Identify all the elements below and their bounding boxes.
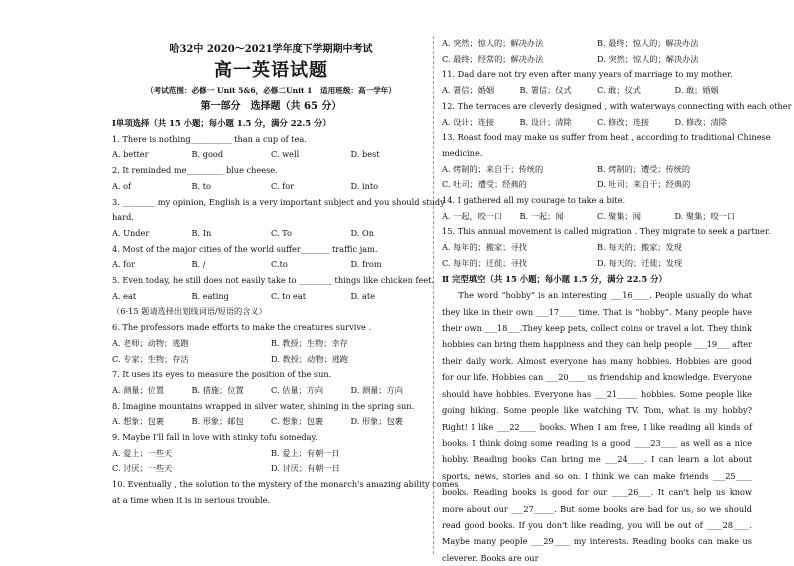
option: D. 形象；包裹 [350, 416, 403, 427]
option: C. well [271, 149, 300, 160]
q15-options-2 [442, 256, 752, 272]
q2-options [112, 179, 430, 195]
option: A. 突然；惊人的；解决办法 [442, 38, 544, 48]
q10-options-2 [442, 52, 752, 68]
option: C. 估量；方向 [271, 384, 324, 395]
q7-options [112, 383, 430, 399]
option: D. 测量；方向 [350, 384, 403, 395]
q8-options [112, 414, 430, 430]
option: C. 想象；包裹 [271, 416, 324, 427]
option: C. To [271, 227, 292, 238]
option: A. 老师；动物；逃跑 [112, 337, 189, 348]
option: B. 设计；清除 [519, 116, 572, 127]
option: D. 吐司；来自于；经典的 [597, 179, 691, 190]
option: A. 一起，咬一口 [442, 210, 503, 221]
option: A. 署信；婚姻 [442, 85, 495, 96]
option: C. to eat [271, 290, 307, 301]
option: B. to [191, 180, 211, 191]
option: B. 最终；惊人的；解决办法 [597, 38, 699, 48]
q10-options [442, 36, 752, 52]
option: C. 专家；生物；存活 [112, 353, 189, 364]
option: B. good [191, 149, 224, 160]
q9-options [112, 446, 430, 462]
option: B. 每天的；搬家；发现 [597, 242, 682, 253]
option: B. 爱上；有朝一日 [271, 447, 340, 458]
option: B. 形象；邮包 [191, 416, 244, 427]
question-10-cont: at a time when it is in serious trouble. [112, 494, 271, 505]
question-6: 6. The professors made efforts to make the creatures survive . [112, 322, 372, 333]
q15-options [442, 240, 752, 256]
q12-options [442, 115, 752, 131]
question-8: 8. Imagine mountains wrapped in silver water, shining in the spring sun. [112, 400, 415, 411]
option: D. On [350, 227, 374, 238]
question-10: 10. Eventually , the solution to the mystery of the monarch's amazing ability comes [112, 479, 459, 490]
q14-options [442, 209, 752, 225]
q11-options [442, 83, 752, 99]
option: C. 吐司；遭受；经典的 [442, 179, 527, 190]
q6-options-2 [112, 352, 430, 368]
q6-options [112, 336, 430, 352]
exam-header: 哈32中 2020～2021学年度下学期期中考试 [169, 44, 373, 55]
option: B. 烤制的；遭受；传统的 [597, 163, 691, 174]
option: A. 测量；位置 [112, 384, 165, 395]
option: B. 一起；闻 [519, 210, 564, 221]
question-7: 7. It uses its eyes to measure the position of the sun. [112, 369, 332, 380]
option: D. 讨厌；有朝一日 [271, 463, 340, 474]
option: C. for [271, 180, 295, 191]
option: D. 每天的；迁徙；发现 [597, 257, 683, 268]
left-column [112, 0, 459, 560]
option: C. 敢；仪式 [597, 85, 641, 96]
option: A. 烤制的；来自于；传统的 [442, 163, 544, 174]
q4-options [112, 257, 430, 273]
q5-options [112, 289, 430, 305]
option: A. for [112, 259, 135, 270]
instruction-note: （6-15 题请选择出划线词语/短语的含义） [112, 306, 267, 317]
part-heading: 第一部分 选择题（共 65 分） [200, 101, 342, 112]
question-13-cont: medicine. [442, 147, 483, 158]
question-12: 12. The terraces are cleverly designed , with waterways connecting with each other [442, 100, 792, 111]
option: C.to [271, 259, 288, 270]
exam-title: 高一英语试题 [214, 60, 328, 81]
question-9: 9. Maybe I'll fall in love with stinky tofu someday. [112, 432, 318, 443]
option: B. 署信；仪式 [519, 85, 572, 96]
column-divider [433, 36, 434, 554]
question-2: 2. It reminded me_________ blue cheese. [112, 165, 278, 176]
option: A. Under [112, 227, 150, 238]
section1-heading: Ⅰ单项选择（共 15 小题；每小题 1.5 分，满分 22.5 分） [112, 118, 331, 128]
question-3-cont: hard. [112, 212, 134, 223]
cloze-passage: The word “hobby” is an interesting ___16____. People usually do what they like in their own ___17____ time. That is “hobby”. Many people have their own ___18___.They keep pets, collect coins or travel a lot. They think hobbies can bring them happiness and they can help people ___19___ after their daily work. Almost everyone has many hobbies. Hobbies are good for our life. Hobbies can ___20____ us friendship and knowledge. Everyone should have hobbies. Everyone has ___21_____ hobbies. Some people like going hiking. Some people like watching TV. Tom, what is my hobby? Right! I like ___22____ books. When I am free, I like reading all kinds of books. I think doing some reading is a good ____23____ as well as a nice hobby. Reading books Can bring me ___24____. I can learn a lot about sports, news, stories and so on. I think we can make friends ___25____ books. Reading books is good for our ____26___. It can't help us know more about our ___27_____. But some books are bad for us, so we should read good books. If you don't like reading, you will be out of ____28____. Maybe many people ___29____ my interests. Reading books can make us cleverer. Books are our [442, 290, 752, 563]
question-14: 14. I gathered all my courage to take a bite. [442, 195, 626, 206]
option: C. 最终；经常的；解决办法 [442, 53, 544, 64]
exam-scope: （考试范围：必修一 Unit 5&6，必修二Unit 1 适用班级：高一学年） [146, 86, 396, 95]
option: D. 敢；婚姻 [674, 85, 719, 96]
option: D. into [350, 180, 379, 191]
option: A. 设计；连接 [442, 116, 495, 127]
right-column [442, 0, 792, 563]
option: C. 聚集；闻 [597, 210, 641, 221]
question-11: 11. Dad dare not try even after many years of marriage to my mother. [442, 69, 733, 80]
option: A. of [112, 180, 132, 191]
q9-options-2 [112, 461, 430, 477]
option: A. 每年的；搬家；寻找 [442, 242, 527, 253]
option: B. eating [191, 290, 229, 301]
option: D. from [350, 259, 382, 270]
option: D. 教授；动物；逃跑 [271, 353, 348, 364]
question-4: 4. Most of the major cities of the world suffer_______ traffic jam. [112, 243, 378, 254]
option: D. ate [350, 290, 375, 301]
option: B. 教授；生物；幸存 [271, 337, 348, 348]
option: D. 突然；惊人的；解决办法 [597, 53, 699, 64]
option: C. 每年的；迁徙；寻找 [442, 257, 527, 268]
question-13: 13. Roast food may make us suffer from heat , according to traditional Chinese [442, 132, 771, 143]
option: B. 措施；位置 [191, 384, 244, 395]
option: D. 修改；清除 [674, 116, 727, 127]
option: A. better [112, 149, 149, 160]
option: D. best [350, 149, 380, 160]
question-1: 1. There is nothing__________ than a cup of tea. [112, 133, 307, 144]
q13-options-2 [442, 177, 752, 193]
option: A. 想象；包裹 [112, 416, 165, 427]
option: D. 聚集；咬一口 [674, 210, 736, 221]
q3-options [112, 226, 430, 242]
option: C. 讨厌；一些天 [112, 463, 173, 474]
option: C. 修改；连接 [597, 116, 650, 127]
question-5: 5. Even today, he still does not easily take to ________ things like chicken feet. [112, 275, 435, 286]
section2-heading: Ⅱ 完型填空（共 15 小题；每小题 1.5 分，满分 22.5 分） [442, 273, 667, 284]
option: B. / [191, 259, 206, 270]
option: A. eat [112, 290, 137, 301]
q13-options [442, 162, 752, 178]
question-3: 3. ________ my opinion, English is a very important subject and you should study [112, 196, 445, 207]
question-15: 15. This annual movement is called migration . They migrate to seek a partner. [442, 226, 771, 237]
q1-options [112, 147, 430, 163]
option: B. In [191, 227, 212, 238]
option: A. 爱上；一些天 [112, 447, 173, 458]
